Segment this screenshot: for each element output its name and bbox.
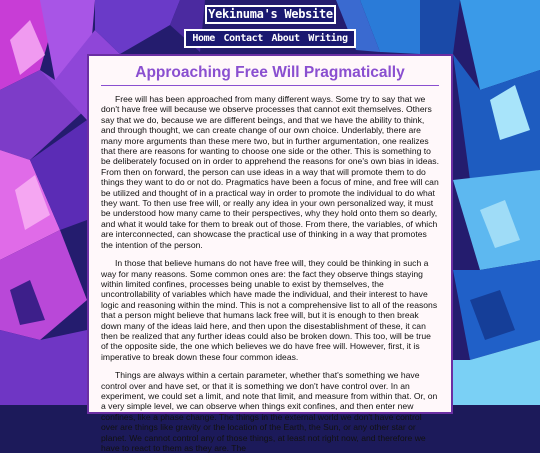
article-panel [87,54,453,453]
main-nav [184,29,356,48]
article-paragraph: Free will has been approached from many different ways. Some try to say that we don't have free will because we observe processes that cannot exit themselves. Others say that we do, because we are different beings, and that we have the ability to think, and through thought, we can create change of our own choice. Underlably, there are many more arguments than these mere two, but in further argumentation, one realizes that there are reasons for wanting to choose one side or the other. This is something to be deliberately focused on in order to apprehend the reasons for one's own bias in ideas. From then on forward, the person can use ideas in a way that will promote them to do things they want to do or not do. Pragmatics have been a focus of mine, and free will can be utilized and thought of in a practical way in order to promote the individual to do what they want. To then use free will, or really any idea in your own personalized way, it must be understood how many came to their perspectives, why they hold onto them so dearly, and what it would take for them to break out of those. From there, the variables, of which are interconnected, can showcase the practical use of thinking in a way that promotes the intention of the person. [101,94,439,250]
article-paragraph: In those that believe humans do not have free will, they could be thinking in such a way for many reasons. Some common ones are: the fact they observe things staying within limited confines, processes being unable to exist by themselves, the uncontrollability of variables which have made the individual, and their interest to have logic and reasoning within the mind. This is not a comprehensive list to all of the reasons that a person might believe that humans lack free will, but it is enough to then break down many of the ideas laid here, and then upon the disestablishment of these, it can then be realized that any further ideas could also be broken down. This too, will be true of the opposite side, the one which believes we do have free will. However, first, it is imperative to break down these four common ideas. [101,258,438,362]
site-title[interactable]: Yekinuma's Website [205,5,336,24]
article-paragraph: Things are always within a certain parameter, whether that's something we have control over and have set, or that it is something we don't have control over. In an experiment, we could set a limit, and note that limit, and measure from within that. Or, on a very simple level, we can observe when things exit confines, and then enter new confines, like a phase change. The things in the external world we don't have control over are things like gravity or the location of the Earth, the Sun, or any other star or planet. We cannot control any of those things, at least not right now, and therefore we have to react to them as they are. The [101,370,438,453]
nav-contact-link[interactable]: Contact [223,33,263,44]
article-title: Approaching Free Will Pragmatically [135,64,405,81]
nav-writing-link[interactable]: Writing [308,33,348,44]
title-divider [101,85,439,86]
nav-about-link[interactable]: About [271,33,300,44]
nav-home-link[interactable]: Home [192,33,215,44]
